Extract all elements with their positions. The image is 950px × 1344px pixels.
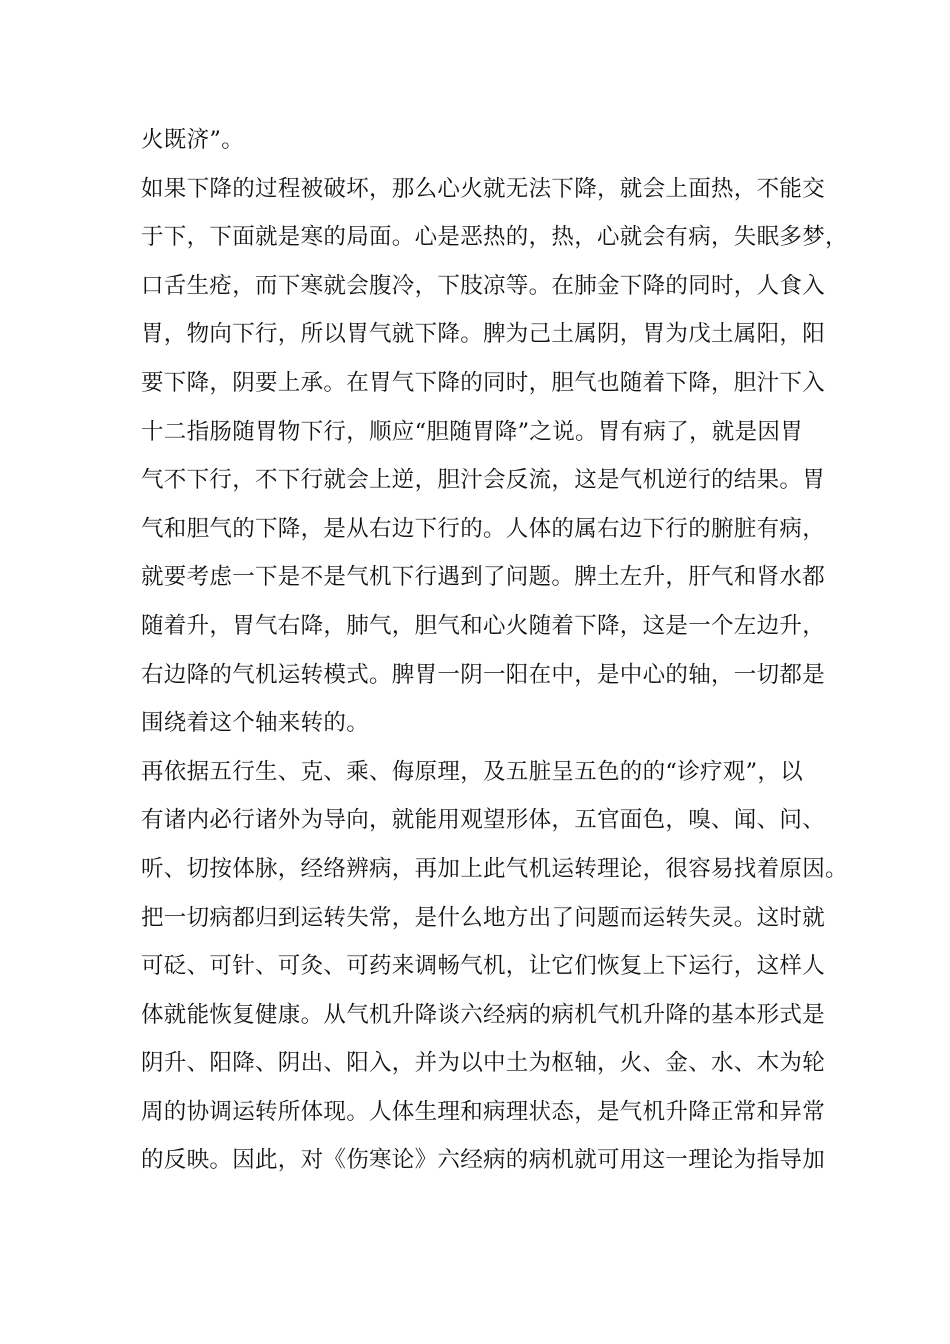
text-line: 胃，物向下行，所以胃气就下降。脾为己土属阴，胃为戊土属阳，阳: [141, 321, 826, 348]
text-line: 右边降的气机运转模式。脾胃一阴一阳在中，是中心的轴，一切都是: [141, 661, 826, 688]
text-line: 再依据五行生、克、乘、侮原理，及五脏呈五色的的“诊疗观”，以: [141, 758, 804, 785]
text-line: 随着升，胃气右降，肺气，胆气和心火随着下降，这是一个左边升，: [141, 612, 826, 639]
text-line: 可砭、可针、可灸、可药来调畅气机，让它们恢复上下运行，这样人: [141, 953, 826, 980]
text-line: 听、切按体脉，经络辨病，再加上此气机运转理论，很容易找着原因。: [141, 855, 848, 882]
text-line: 把一切病都归到运转失常，是什么地方出了问题而运转失灵。这时就: [141, 904, 826, 931]
text-line: 周的协调运转所体现。人体生理和病理状态，是气机升降正常和异常: [141, 1098, 826, 1125]
text-line: 围绕着这个轴来转的。: [141, 710, 370, 737]
text-line: 阴升、阳降、阴出、阳入，并为以中土为枢轴，火、金、水、木为轮: [141, 1050, 826, 1077]
text-line: 体就能恢复健康。从气机升降谈六经病的病机气机升降的基本形式是: [141, 1001, 826, 1028]
text-line: 十二指肠随胃物下行，顺应“胆随胃降”之说。胃有病了，就是因胃: [141, 418, 804, 445]
body-text: [141, 116, 848, 1185]
text-line: 就要考虑一下是不是气机下行遇到了问题。脾土左升，肝气和肾水都: [141, 564, 826, 591]
text-line: 如果下降的过程被破坏，那么心火就无法下降，就会上面热，不能交: [141, 175, 826, 202]
text-line: 气和胆气的下降，是从右边下行的。人体的属右边下行的腑脏有病，: [141, 515, 826, 542]
text-line: 火既济”。: [141, 127, 245, 153]
text-line: 有诸内必行诸外为导向，就能用观望形体，五官面色，嗅、闻、问、: [141, 807, 826, 834]
text-line: 口舌生疮，而下寒就会腹冷，下肢凉等。在肺金下降的同时，人食入: [141, 272, 826, 299]
text-line: 于下，下面就是寒的局面。心是恶热的，热，心就会有病，失眠多梦，: [141, 224, 848, 251]
text-line: 要下降，阴要上承。在胃气下降的同时，胆气也随着下降，胆汁下入: [141, 369, 826, 396]
text-line: 的反映。因此，对《伤寒论》六经病的病机就可用这一理论为指导加: [141, 1147, 826, 1174]
text-line: 气不下行，不下行就会上逆，胆汁会反流，这是气机逆行的结果。胃: [141, 467, 826, 494]
